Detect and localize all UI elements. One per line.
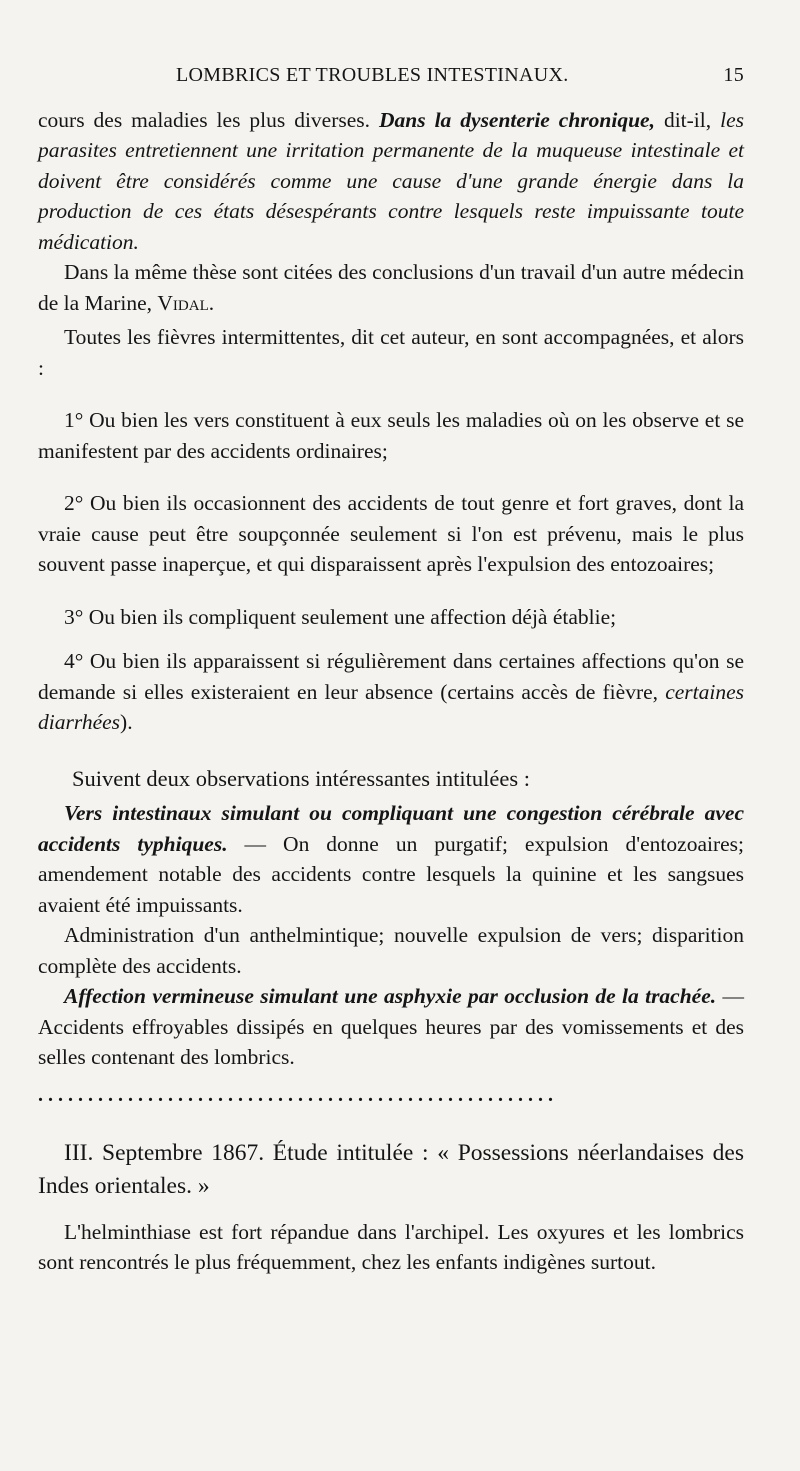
list-item-1: 1° Ou bien les vers constituent à eux seuls les maladies où on les observe et se manifestent par des accidents ordinaires; [38, 408, 744, 463]
running-head [38, 60, 744, 91]
observation-2-title: Affection vermineuse simulant une asphyxie par occlusion de la trachée. [64, 984, 717, 1008]
dysentery-dit-il: dit-il, [654, 107, 721, 132]
list-item-2: 2° Ou bien ils occasionnent des accidents de tout genre et fort graves, dont la vraie cause peut être soupçonnée seulement si l'on est prévenu, mais le plus souvent passe inaperçue, et qui disparaissent après l'expulsion des entozoaires; [38, 491, 744, 576]
observation-1 [38, 798, 744, 920]
book-page [38, 60, 744, 1278]
dysentery-emphasis: Dans la dysenterie chronique, [379, 107, 655, 132]
paragraph-dysentery [38, 105, 744, 258]
paragraph-helminthiasis: L'helminthiase est fort répandue dans l'archipel. Les oxyures et les lombrics sont rencontrés le plus fréquemment, chez les enfants indigènes surtout. [38, 1219, 744, 1274]
paragraph-vidal [38, 257, 744, 318]
item4-italic: certaines diarrhées [38, 679, 744, 734]
item4-end: ). [120, 710, 133, 734]
vidal-text: Dans la même thèse sont citées des conclusions d'un travail d'un autre médecin de la Marine, [38, 260, 744, 315]
observation-1-continued: Administration d'un anthelmintique; nouvelle expulsion de vers; disparition complète des accidents. [38, 923, 744, 978]
dysentery-quote: les parasites entretiennent une irritation permanente de la muqueuse intestinale et doivent être considérés comme une cause d'une grande énergie dans la production de ces états désespérants contre lesquels reste impuissante toute médication. [38, 107, 744, 254]
observation-2-text: — Accidents effroyables dissipés en quelques heures par des vomissements et des selles contenant des lombrics. [38, 984, 745, 1069]
item4-text: 4° Ou bien ils apparaissent si régulièrement dans certaines affections qu'on se demande si elles existeraient en leur absence (certains accès de fièvre, [38, 649, 744, 704]
dysentery-intro: cours des maladies les plus diverses. [38, 107, 380, 132]
observation-1-title: Vers intestinaux simulant ou compliquant une congestion cérébrale avec accidents typhiques. [38, 801, 744, 856]
section-iii-heading: III. Septembre 1867. Étude intitulée : « Possessions néerlandaises des Indes orientales. » [38, 1139, 744, 1199]
running-head-title: LOMBRICS ET TROUBLES INTESTINAUX. [176, 64, 569, 86]
page-number: 15 [723, 64, 744, 86]
observation-2 [38, 981, 744, 1073]
observation-1-text: — On donne un purgatif; expulsion d'entozoaires; amendement notable des accidents contre lesquels la quinine et les sangsues avaient été impuissants. [38, 831, 745, 917]
vidal-period: . [208, 290, 215, 315]
dotted-separator: . . . . . . . . . . . . . . . . . . . . . . . . . . . . . . . . . . . . . . . . . . . . . . . . . . . . [38, 1083, 553, 1106]
paragraph-fevers: Toutes les fièvres intermittentes, dit cet auteur, en sont accompagnées, et alors : [38, 325, 744, 380]
observations-heading: Suivent deux observations intéressantes intitulées : [72, 765, 531, 791]
list-item-4 [38, 646, 744, 738]
author-name-vidal: Vidal [157, 290, 209, 315]
list-item-3: 3° Ou bien ils compliquent seulement une affection déjà établie; [64, 604, 617, 629]
